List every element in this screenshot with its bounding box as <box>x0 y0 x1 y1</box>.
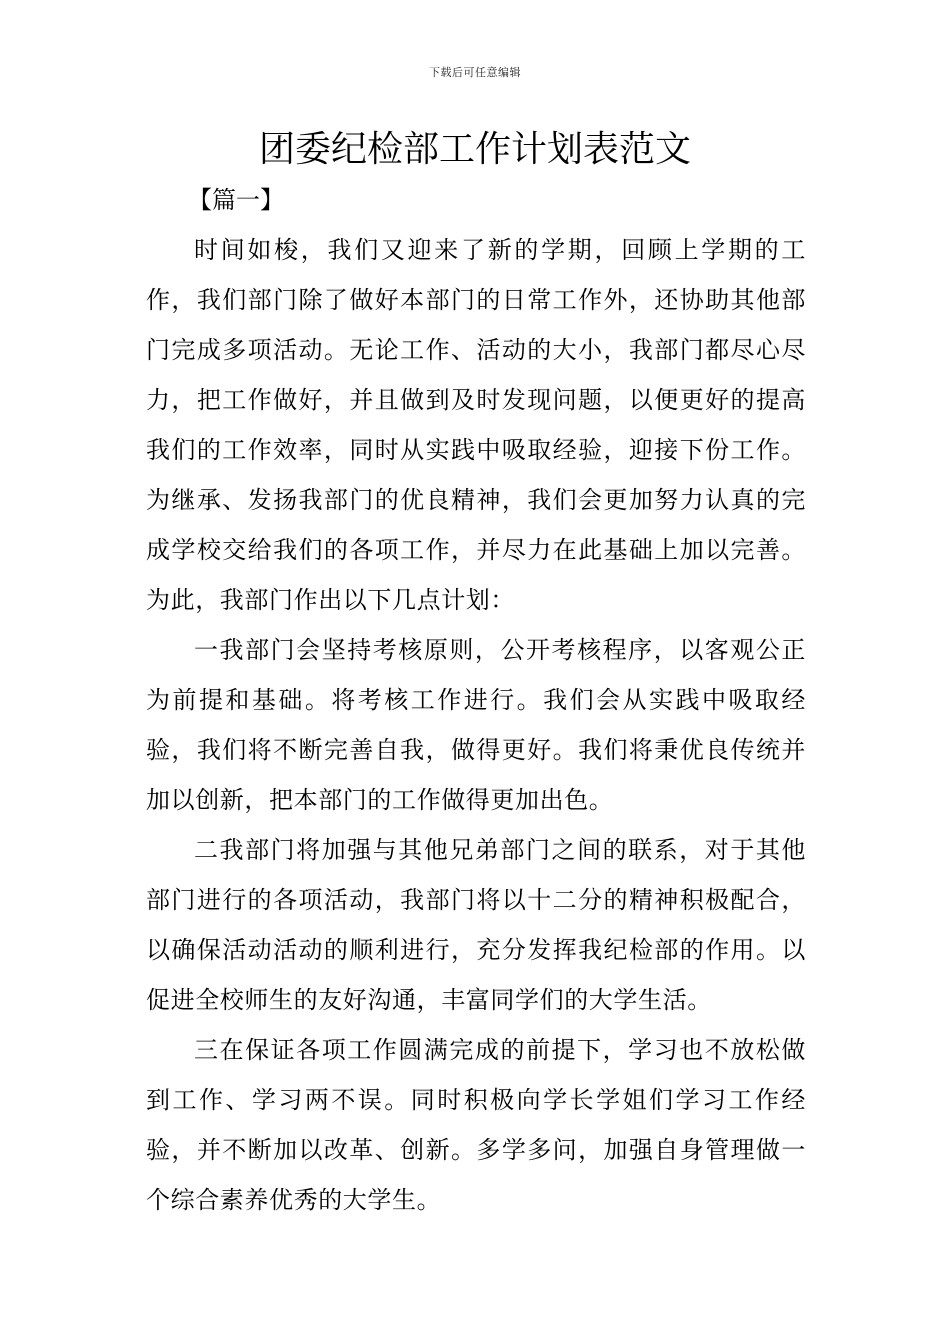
document-body <box>146 225 806 1225</box>
paragraph-1: 时间如梭，我们又迎来了新的学期，回顾上学期的工作，我们部门除了做好本部门的日常工作外，还协助其他部门完成多项活动。无论工作、活动的大小，我部门都尽心尽力，把工作做好，并且做到及时发现问题，以便更好的提高我们的工作效率，同时从实践中吸取经验，迎接下份工作。为继承、发扬我部门的优良精神，我们会更加努力认真的完成学校交给我们的各项工作，并尽力在此基础上加以完善。为此，我部门作出以下几点计划： <box>146 236 806 614</box>
paragraph-3: 二我部门将加强与其他兄弟部门之间的联系，对于其他部门进行的各项活动，我部门将以十二分的精神积极配合，以确保活动活动的顺利进行，充分发挥我纪检部的作用。以促进全校师生的友好沟通，丰富同学们的大学生活。 <box>146 836 806 1014</box>
document-title: 团委纪检部工作计划表范文 <box>258 129 691 170</box>
paragraph-2: 一我部门会坚持考核原则，公开考核程序，以客观公正为前提和基础。将考核工作进行。我们会从实践中吸取经验，我们将不断完善自我，做得更好。我们将秉优良传统并加以创新，把本部门的工作做得更加出色。 <box>146 636 806 814</box>
header-note: 下载后可任意编辑 <box>429 66 521 79</box>
section-label: 【篇一】 <box>188 186 284 214</box>
paragraph-4: 三在保证各项工作圆满完成的前提下，学习也不放松做到工作、学习两不误。同时积极向学长学姐们学习工作经验，并不断加以改革、创新。多学多问，加强自身管理做一个综合素养优秀的大学生。 <box>146 1036 806 1214</box>
